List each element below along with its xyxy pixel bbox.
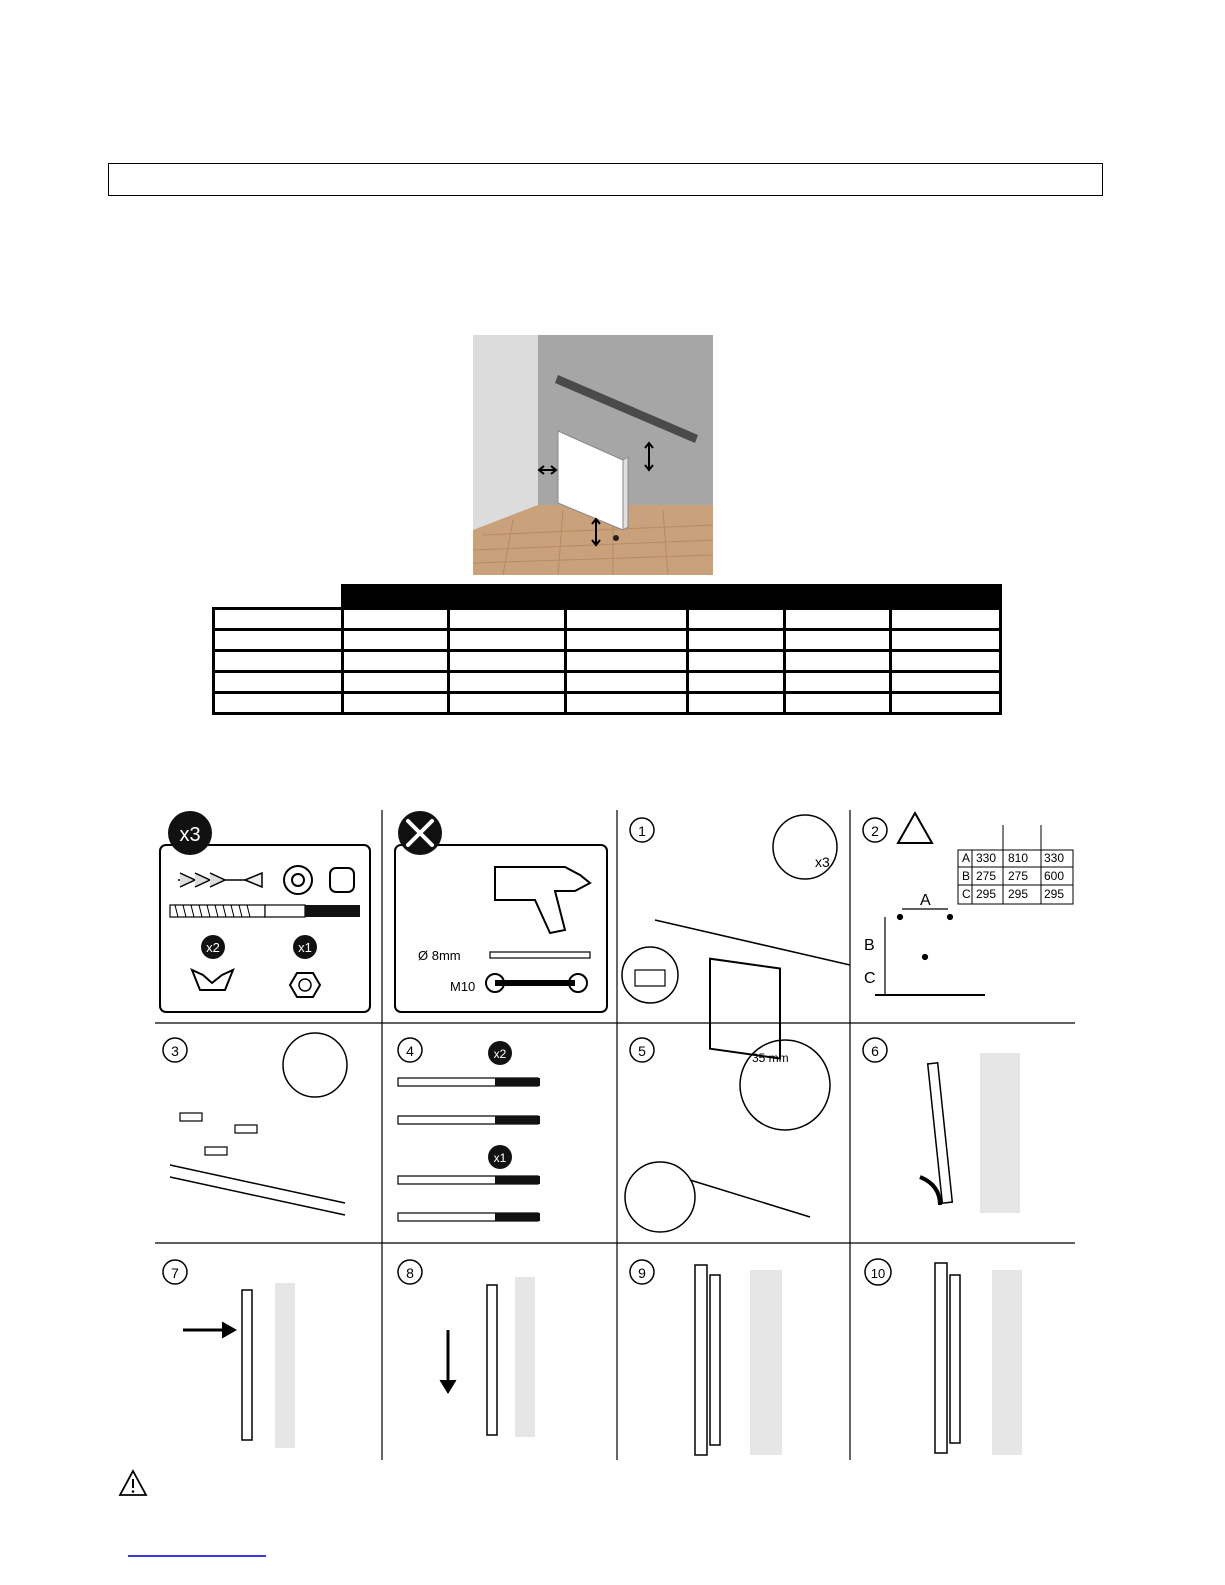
- step-5-number: 5: [638, 1043, 646, 1059]
- distance-b-3: 600: [1044, 869, 1065, 883]
- distance-row-a-label: A: [962, 851, 971, 865]
- distance-b-1: 275: [976, 869, 997, 883]
- fixings-kit-panel: [160, 811, 370, 1012]
- distance-c-3: 295: [1044, 887, 1065, 901]
- step-1-panel: [622, 815, 850, 1059]
- distance-c-2: 295: [1008, 887, 1029, 901]
- heater-placement-illustration: [473, 335, 713, 575]
- step-9-panel: [630, 1260, 782, 1455]
- step-4-number: 4: [406, 1043, 414, 1059]
- distance-a-3: 330: [1044, 851, 1065, 865]
- step-10-panel: [865, 1259, 1022, 1455]
- dim-a-label: A: [920, 892, 931, 909]
- step-5-panel: [625, 1038, 830, 1232]
- step-10-number: 10: [870, 1266, 886, 1281]
- step-9-number: 9: [638, 1265, 646, 1281]
- step4-hex-count-badge: x1: [493, 1151, 507, 1165]
- installation-steps-diagram: [150, 805, 1085, 1465]
- distance-row-c-label: C: [962, 887, 971, 901]
- step-2-number: 2: [871, 823, 879, 839]
- step-4-panel: [398, 1038, 540, 1221]
- step-1-number: 1: [638, 823, 646, 839]
- drill-bit-label: Ø 8mm: [418, 948, 461, 963]
- step-3-number: 3: [171, 1043, 179, 1059]
- spec-table: [212, 584, 1002, 715]
- step-2-panel: [863, 813, 1073, 995]
- distance-a-2: 810: [1008, 851, 1029, 865]
- warning-icon: [118, 1469, 148, 1497]
- distance-b-2: 275: [1008, 869, 1029, 883]
- step-8-number: 8: [406, 1265, 414, 1281]
- wing-nut-count-badge: x2: [206, 940, 220, 955]
- title-box: [108, 163, 1103, 196]
- step-7-panel: [163, 1260, 295, 1448]
- dim-c-label: C: [864, 970, 876, 987]
- step-7-number: 7: [171, 1265, 179, 1281]
- fixings-count-badge: x3: [179, 824, 201, 846]
- step4-wing-count-badge: x2: [493, 1047, 507, 1061]
- hex-nut-count-badge: x1: [298, 940, 312, 955]
- step-6-number: 6: [871, 1043, 879, 1059]
- tools-panel: [395, 811, 607, 1012]
- drill-count-badge: x3: [815, 854, 830, 870]
- step-3-panel: [163, 1033, 347, 1215]
- distance-c-1: 295: [976, 887, 997, 901]
- step-8-panel: [398, 1260, 535, 1437]
- dim-b-label: B: [864, 937, 875, 954]
- footer-link[interactable]: [128, 1555, 266, 1557]
- depth-label: 35 mm: [752, 1051, 789, 1065]
- distance-a-1: 330: [976, 851, 997, 865]
- step-6-panel: [863, 1038, 1020, 1213]
- distance-row-b-label: B: [962, 869, 971, 883]
- wrench-label: M10: [450, 979, 476, 994]
